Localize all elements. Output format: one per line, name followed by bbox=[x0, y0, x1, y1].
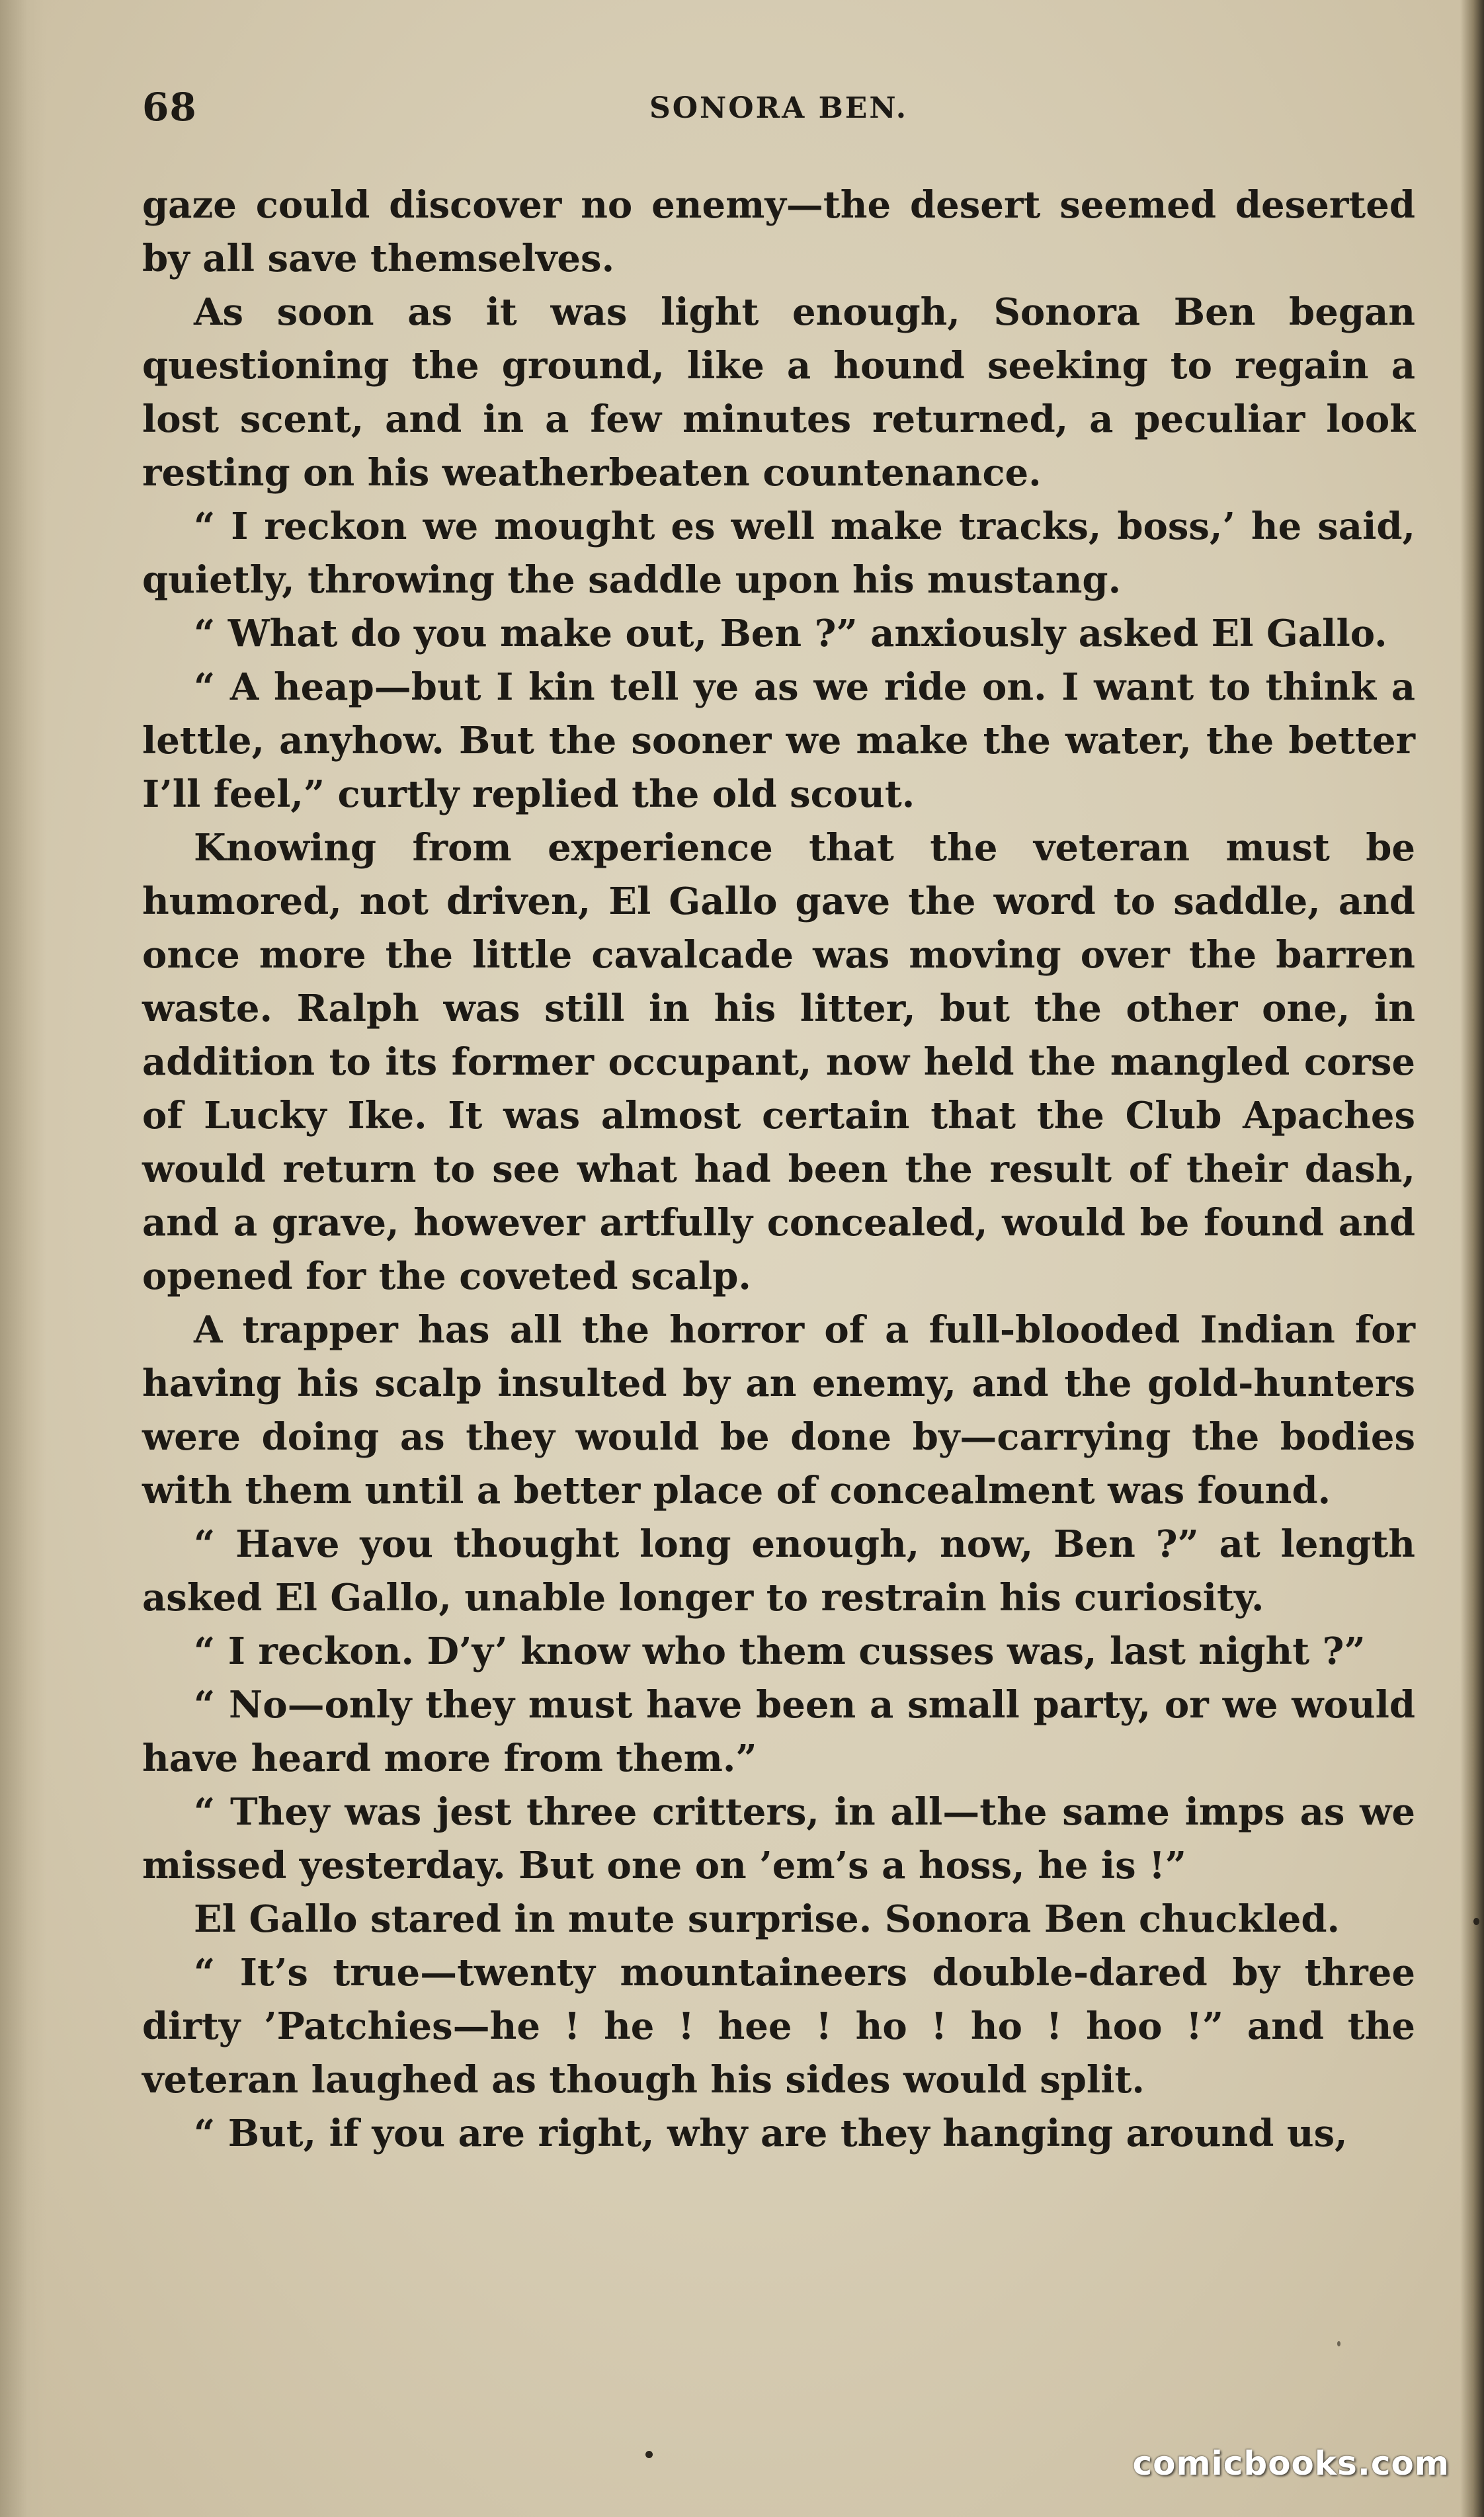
paragraph: “ A heap—but I kin tell ye as we ride on. I want to think a lettle, anyhow. But the sooner we make the water, the better I’ll feel,” curtly replied the old scout. bbox=[142, 665, 1415, 816]
running-head: SONORA BEN. bbox=[649, 91, 909, 125]
ink-speck bbox=[645, 2451, 653, 2458]
paragraph: A trapper has all the horror of a full-blooded Indian for having his scalp insulted by an enemy, and the gold-hunters were doing as they would be done by—carrying the bodies with them until a better place of concealment was found. bbox=[142, 1308, 1415, 1512]
paragraph: “ What do you make out, Ben ?” anxiously asked El Gallo. bbox=[194, 612, 1387, 655]
page-edge-left bbox=[0, 0, 46, 2517]
paragraph: “ Have you thought long enough, now, Ben ?” at length asked El Gallo, unable longer to restrain his curiosity. bbox=[142, 1522, 1415, 1620]
paragraph: As soon as it was light enough, Sonora Ben began questioning the ground, like a hound seeking to regain a lost scent, and in a few minutes returned, a peculiar look resting on his weatherbeaten countenance. bbox=[142, 290, 1415, 495]
page-number: 68 bbox=[142, 85, 197, 130]
paragraph: “ I reckon. D’y’ know who them cusses was, last night ?” bbox=[194, 1630, 1366, 1673]
ink-speck bbox=[1337, 2341, 1340, 2346]
paragraph: “ But, if you are right, why are they hanging around us, bbox=[194, 2112, 1348, 2155]
ink-speck bbox=[1473, 1918, 1479, 1925]
paragraph: El Gallo stared in mute surprise. Sonora Ben chuckled. bbox=[194, 1897, 1340, 1941]
page-edge-right bbox=[1460, 0, 1484, 2517]
body-text bbox=[142, 179, 1415, 2161]
paragraph: Knowing from experience that the veteran must be humored, not driven, El Gallo gave the word to saddle, and once more the little cavalcade was moving over the barren waste. Ralph was still in his litter, but the other one, in addition to its former occupant, now held the mangled corse of Lucky Ike. It was almost certain that the Club Apaches would return to see what had been the result of their dash, and a grave, however artfully concealed, would be found and opened for the coveted scalp. bbox=[142, 826, 1415, 1298]
paragraph: “ They was jest three critters, in all—the same imps as we missed yesterday. But one on ’em’s a hoss, he is !” bbox=[142, 1790, 1415, 1887]
page-header bbox=[142, 85, 1415, 138]
paragraph: “ I reckon we mought es well make tracks, boss,’ he said, quietly, throwing the saddle upon his mustang. bbox=[142, 505, 1415, 602]
paragraph: gaze could discover no enemy—the desert seemed deserted by all save themselves. bbox=[142, 183, 1415, 280]
paragraph: “ It’s true—twenty mountaineers double-dared by three dirty ’Patchies—he ! he ! hee ! ho ! ho ! hoo !” and the veteran laughed as though his sides would split. bbox=[142, 1951, 1415, 2102]
watermark: comicbooks.com bbox=[1132, 2444, 1450, 2483]
paragraph: “ No—only they must have been a small party, or we would have heard more from them.” bbox=[142, 1683, 1415, 1780]
